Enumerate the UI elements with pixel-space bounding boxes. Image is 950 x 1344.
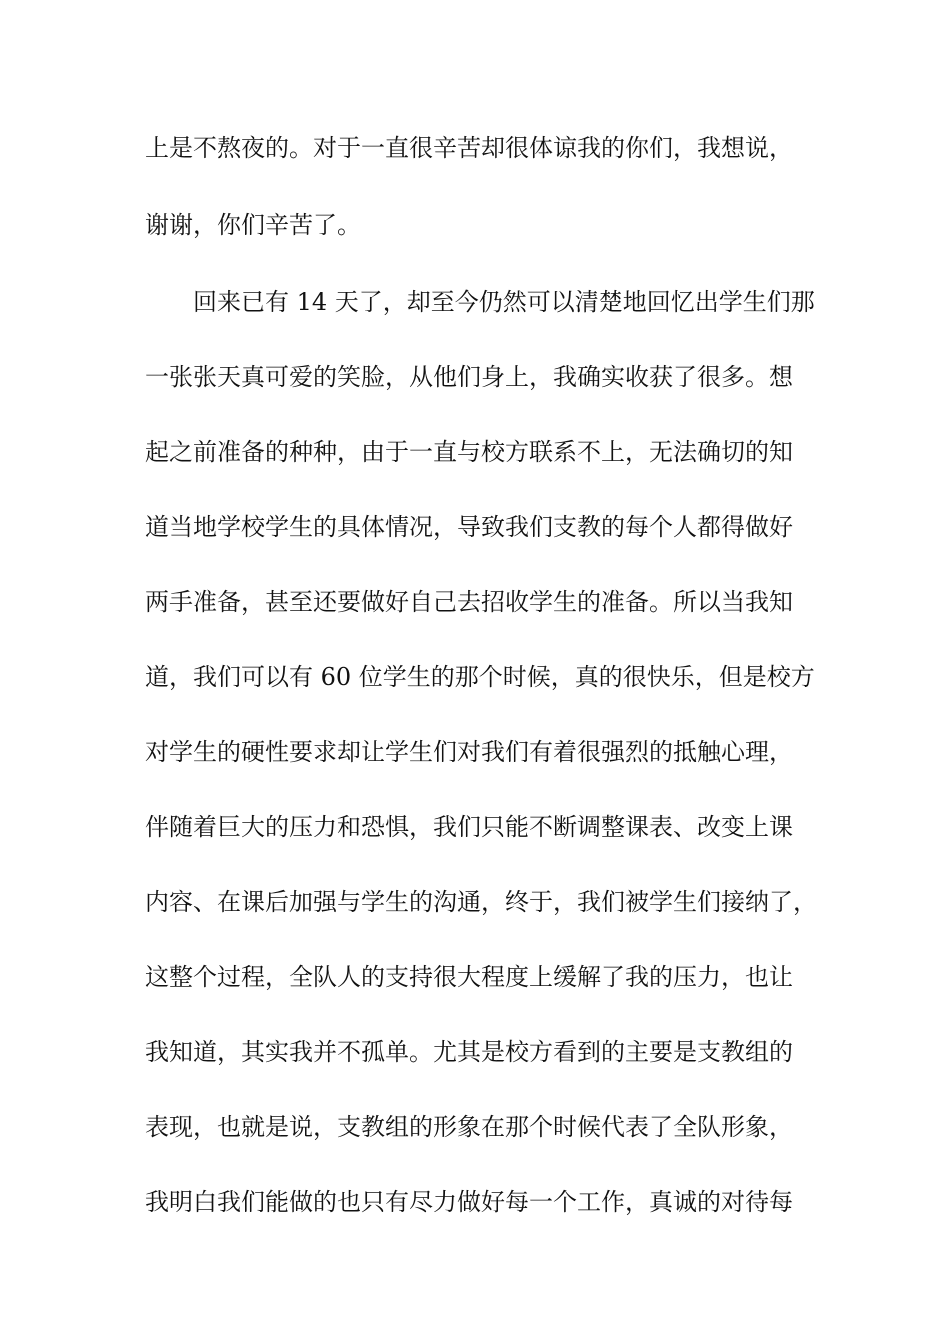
text-line: 谢谢，你们辛苦了。 <box>145 211 361 239</box>
text-line: 起之前准备的种种，由于一直与校方联系不上，无法确切的知 <box>145 438 793 466</box>
text-line: 伴随着巨大的压力和恐惧，我们只能不断调整课表、改变上课 <box>145 813 793 841</box>
text-line: 道当地学校学生的具体情况，导致我们支教的每个人都得做好 <box>145 513 793 541</box>
text-line: 表现，也就是说，支教组的形象在那个时候代表了全队形象， <box>145 1113 793 1141</box>
text-line: 两手准备，甚至还要做好自己去招收学生的准备。所以当我知 <box>145 588 793 616</box>
text-line: 内容、在课后加强与学生的沟通，终于，我们被学生们接纳了， <box>145 888 817 916</box>
text-line: 上是不熬夜的。对于一直很辛苦却很体谅我的你们，我想说， <box>145 134 793 162</box>
text-line: 我明白我们能做的也只有尽力做好每一个工作，真诚的对待每 <box>145 1188 793 1216</box>
text-line: 这整个过程，全队人的支持很大程度上缓解了我的压力，也让 <box>145 963 793 991</box>
text-line: 一张张天真可爱的笑脸，从他们身上，我确实收获了很多。想 <box>145 363 793 391</box>
text-line: 我知道，其实我并不孤单。尤其是校方看到的主要是支教组的 <box>145 1038 793 1066</box>
text-line: 道，我们可以有 60 位学生的那个时候，真的很快乐，但是校方 <box>145 663 815 691</box>
paragraph-first-line: 回来已有 14 天了，却至今仍然可以清楚地回忆出学生们那 <box>193 288 815 316</box>
text-line: 对学生的硬性要求却让学生们对我们有着很强烈的抵触心理， <box>145 738 793 766</box>
